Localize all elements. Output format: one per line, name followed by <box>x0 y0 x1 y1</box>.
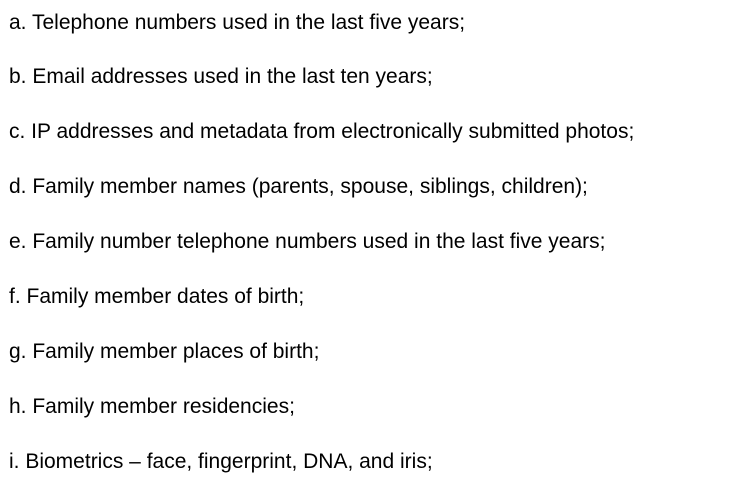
list-item-h: h. Family member residencies; <box>9 395 295 418</box>
list-item-g: g. Family member places of birth; <box>9 340 320 363</box>
list-item-a: a. Telephone numbers used in the last five years; <box>9 11 466 34</box>
list-item-f: f. Family member dates of birth; <box>9 285 305 308</box>
list-item-c: c. IP addresses and metadata from electronically submitted photos; <box>9 120 635 143</box>
list-item-e: e. Family number telephone numbers used in the last five years; <box>9 230 606 253</box>
list-item-i: i. Biometrics – face, fingerprint, DNA, and iris; <box>9 450 433 473</box>
list-item-d: d. Family member names (parents, spouse, siblings, children); <box>9 175 588 198</box>
list-item-b: b. Email addresses used in the last ten years; <box>9 65 433 88</box>
